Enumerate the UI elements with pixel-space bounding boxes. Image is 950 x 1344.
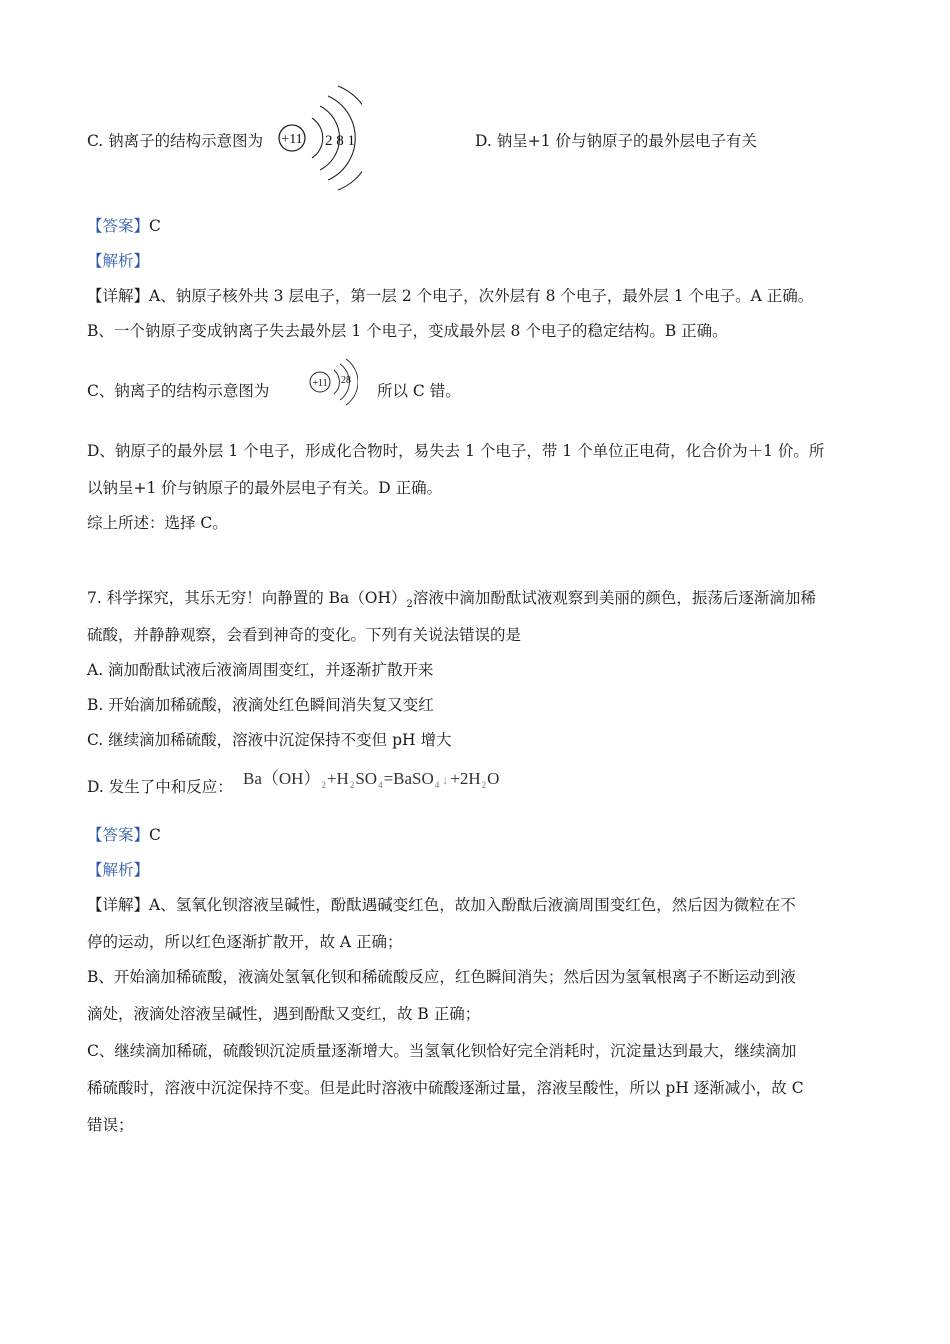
q7-stem-line2: 硫酸，并静静观察，会看到神奇的变化。下列有关说法错误的是 [87, 626, 522, 644]
q7-detail-c-line2: 稀硫酸时，溶液中沉淀保持不变。但是此时溶液中硫酸逐渐过量，溶液呈酸性，所以 pH 逐渐减小，故 C [87, 1079, 804, 1097]
q7-option-b: B. 开始滴加稀硫酸，液滴处红色瞬间消失复又变红 [87, 696, 434, 714]
q7-option-a: A. 滴加酚酞试液后液滴周围变红，并逐渐扩散开来 [87, 661, 434, 679]
q6-detail-c-suffix: 所以 C 错。 [377, 382, 461, 400]
nucleus-charge: +11 [281, 132, 303, 147]
q7-option-c: C. 继续滴加稀硫酸，溶液中沉淀保持不变但 pH 增大 [87, 731, 452, 749]
ion-nucleus-charge: +11 [312, 378, 328, 389]
q7-detail-a-line2: 停的运动，所以红色逐渐扩散开，故 A 正确； [87, 933, 403, 951]
sodium-atom-diagram [276, 84, 362, 198]
q6-answer: 【答案】C [87, 217, 161, 235]
sodium-ion-diagram [308, 358, 358, 412]
q7-answer: 【答案】C [87, 826, 161, 844]
q7-detail-a-line1: 【详解】A、氢氧化钡溶液呈碱性，酚酞遇碱变红色，故加入酚酞后液滴周围变红色，然后因为微粒在不 [87, 896, 796, 914]
q6-detail-a: 【详解】A、钠原子核外共 3 层电子，第一层 2 个电子，次外层有 8 个电子，最外层 1 个电子。A 正确。 [87, 287, 814, 305]
q6-analysis-tag: 【解析】 [87, 252, 150, 270]
q7-detail-c-line3: 错误； [87, 1116, 134, 1134]
electron-shells: 2 8 1 [325, 133, 355, 149]
q7-detail-c-line1: C、继续滴加稀硫，硫酸钡沉淀质量逐渐增大。当氢氧化钡恰好完全消耗时，沉淀量达到最大，继续滴加 [87, 1042, 797, 1060]
q6-detail-d-line2: 以钠呈+1 价与钠原子的最外层电子有关。D 正确。 [87, 479, 443, 497]
q6-detail-b: B、一个钠原子变成钠离子失去最外层 1 个电子，变成最外层 8 个电子的稳定结构。B 正确。 [87, 322, 728, 340]
q7-analysis-tag: 【解析】 [87, 861, 150, 879]
chemical-equation: $Ba(OH)_2+H_2SO_4=BaSO_4$ ↓ $+2H_2O$ [243, 769, 500, 790]
ion-electron-shells: 28 [341, 375, 351, 386]
precipitate-arrow-icon: ↓ [442, 773, 449, 787]
q7-detail-b-line2: 滴处，液滴处溶液呈碱性，遇到酚酞又变红，故 B 正确； [87, 1005, 481, 1023]
q7-detail-b-line1: B、开始滴加稀硫酸，液滴处氢氧化钡和稀硫酸反应，红色瞬间消失；然后因为氢氧根离子不断运动到液 [87, 968, 796, 986]
q6-option-d: D. 钠呈+1 价与钠原子的最外层电子有关 [475, 132, 758, 150]
q7-stem-line1: 7. 科学探究，其乐无穷！向静置的 $Ba(OH)_2$溶液中滴加酚酞试液观察到美丽的颜色，振荡后逐渐滴加稀 [87, 589, 816, 611]
q6-summary: 综上所述：选择 C。 [87, 514, 228, 532]
q7-option-d: D. 发生了中和反应： [87, 778, 233, 796]
q6-detail-d-line1: D、钠原子的最外层 1 个电子，形成化合物时，易失去 1 个电子，带 1 个单位正电荷，化合价为＋1 价。所 [87, 442, 825, 460]
q6-detail-c: C、钠离子的结构示意图为 [87, 382, 270, 400]
q6-option-c: C. 钠离子的结构示意图为 [87, 132, 264, 150]
